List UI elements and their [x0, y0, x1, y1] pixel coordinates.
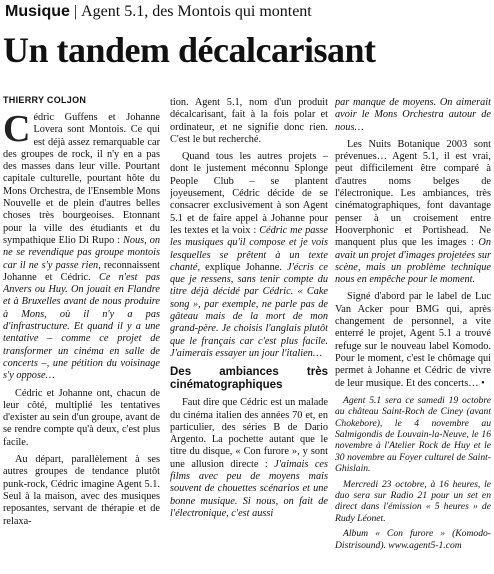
- paragraph: [170, 151, 328, 360]
- album-info: Album « Con furore » (Komodo-Distrisound). www.agent5-1.com: [335, 528, 491, 551]
- paragraph: [335, 139, 491, 287]
- paragraph-text: , reconnaissent Johanne et Cédric.: [3, 259, 160, 283]
- paragraph: [3, 112, 160, 383]
- paragraph-text: Faut dire que Cédric est un malade du cinéma italien des années 70 et, en particulier, des séries B de Dario Argento. La pochette autant que le titre du disque, « Con furore », y sont une allusion directe :: [170, 397, 328, 470]
- article-kicker: [5, 3, 491, 21]
- paragraph: [170, 397, 328, 520]
- article-headline: Un tandem décalcarisant: [3, 30, 376, 70]
- info-box: [335, 395, 491, 551]
- paragraph: Au départ, parallèlement à ses autres groupes de tendance plutôt punk-rock, Cédric imagine Agent 5.1. Seul à la maison, avec des musiques reposantes, servant de thérapie et de relaxa-: [3, 454, 160, 527]
- drop-cap: C: [3, 112, 31, 150]
- paragraph-text: édric Guffens et Johanne Lovera sont Montois. Ce qui est déjà assez remarquable car des groupes de rock, il n'y en a pas des masses dans leur ville. Pourtant capitale culturelle, pourtant hôte du Mons Orchestra, de l'Ensemble Mons Nouvelle et de plein d'autres belles choses très bourgeoises. Etonnant pour la ville des étudiants et du sympathique Elio Di Rupo :: [3, 112, 160, 246]
- article-column-3: [335, 97, 491, 559]
- quote-text: Nous, on ne se revendique pas groupe montois car il ne s'y passe rien: [3, 234, 160, 271]
- end-bullet: •: [481, 377, 485, 389]
- quote-text: J'écris ce que je ressens, sans tenir compte du titre déjà décidé par Cédric. « Cake song », par exemple, ne parle pas de gâteau mais de la mort de mon grand-père. Je choisis l'anglais plutôt que le français car c'est plus facile. J'aimerais essayer un jour l'italien…: [170, 261, 328, 359]
- quote-text: Ce n'est pas Anvers ou Huy. On jouait en Flandre et à Bruxelles avant de nous produire à Mons, où il n'y a pas d'infrastructure. Et quand il y a une tentative – comme ce projet de transformer un cinéma en salle de concerts –, une pétition du voisinage s'y oppose…: [3, 271, 160, 382]
- kicker-separator: |: [73, 3, 78, 20]
- article-column-2: [170, 97, 328, 559]
- quote-text: On avait un projet d'images projetées sur scène, mais un problème technique nous en empêche pour le moment.: [335, 237, 491, 286]
- paragraph: Cédric et Johanne ont, chacun de leur côté, multiplié les tentatives d'exister au sein d'un groupe, avant de se rendre compte qu'à deux, c'est plus facile.: [3, 387, 160, 448]
- quote-text: J'aimais ces films avec peu de moyens mais souvent de chouettes scénarios et une bonne musique. Si nous, on fait de l'électronique, c'est aussi: [170, 458, 328, 519]
- paragraph-text: Quand tous les autres projets – dont le justement méconnu Splonge People Club – se plantent joyeusement, Cédric décide de se consacrer exclusivement à son Agent 5.1 et de faire appel à Johanne pour les textes et la voix :: [170, 151, 328, 236]
- section-rubric: Musique: [5, 3, 70, 20]
- paragraph-text: , explique Johanne.: [197, 261, 287, 273]
- article-byline: THIERRY COLJON: [3, 95, 87, 105]
- concert-dates: Agent 5.1 sera ce samedi 19 octobre au château Saint-Roch de Ciney (avant Chokebore), le 4 novembre au Salmigondis de Louvain-la-Neuve, le 16 novembre à l'Atelier Rock de Huy et le 30 novembre au Foyer culturel de Saint-Ghislain.: [335, 394, 491, 475]
- paragraph: [335, 291, 491, 389]
- paragraph: tion. Agent 5.1, nom d'un produit décalcarisant, fait à la fois polar et ordinateur, et ne signifie donc rien. C'est le but recherché.: [170, 97, 328, 145]
- article-column-1: [3, 112, 160, 574]
- paragraph: par manque de moyens. On aimerait avoir le Mons Orchestra autour de nous…: [335, 97, 491, 133]
- kicker-text: Agent 5.1, des Montois qui montent: [81, 3, 312, 20]
- section-subheading: Des ambiances très cinématographiques: [170, 366, 328, 392]
- paragraph-text: Les Nuits Botanique 2003 sont prévenues… Agent 5.1, il est vrai, peut difficilement être comparé à d'autres noms belges de l'électronique. Les ambiances, très cinématographiques, font davantage penser à un croisement entre Hooverphonic et Portishead. Ne manquent plus que les images :: [335, 138, 491, 249]
- quote-text: Cédric me passe les musiques qu'il compose et je vois lesquelles se prêtent à un texte chanté: [170, 224, 328, 273]
- radio-info: Mercredi 23 octobre, à 16 heures, le duo sera sur Radio 21 pour un set en direct dans l'émission « 5 heures » de Rudy Léonet.: [335, 478, 491, 524]
- paragraph-text: Signé d'abord par le label de Luc Van Acker pour BMG qui, après changement de personnel, a vite enterré le projet, Agent 5.1 a trouvé refuge sur le nouveau label Komodo. Pour le moment, c'est le chômage qui permet à Johanne et Cédric de vivre de leur musique. Et des concerts…: [335, 291, 491, 389]
